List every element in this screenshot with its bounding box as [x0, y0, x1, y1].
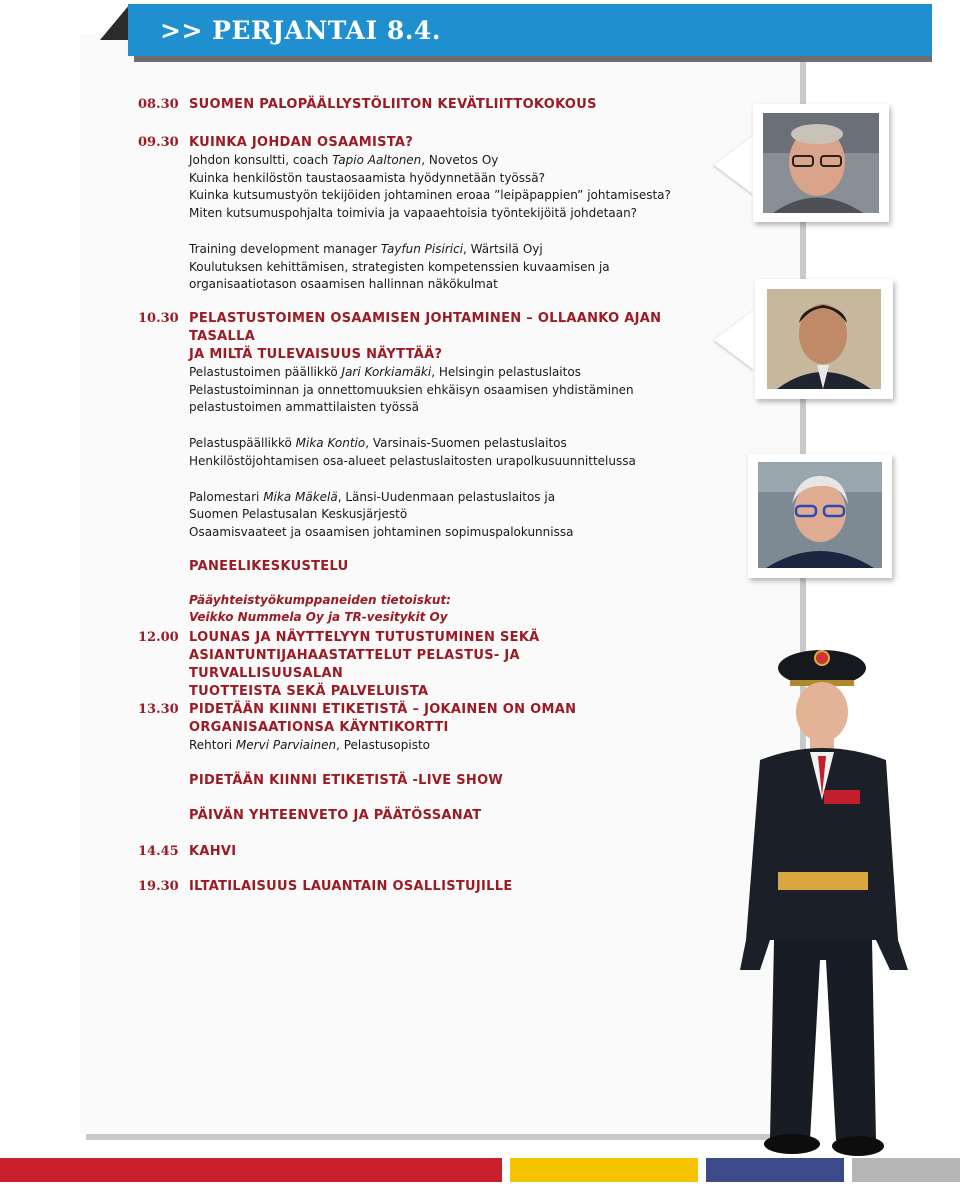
- item-title: LOUNAS JA NÄYTTELYYN TUTUSTUMINEN SEKÄ ASIANTUNTIJAHAASTATTELUT PELASTUS- JA TURVALLISUUSALAN TUOTTEISTA SEKÄ PALVELUISTA: [189, 630, 540, 699]
- description-line: Pelastustoiminnan ja onnettomuuksien ehkäisyn osaamisen yhdistäminen: [189, 382, 634, 397]
- item-title: SUOMEN PALOPÄÄLLYSTÖLIITON KEVÄTLIITTOKOKOUS: [189, 97, 597, 112]
- stripe-gray: [852, 1158, 960, 1182]
- show-title: PIDETÄÄN KIINNI ETIKETISTÄ -LIVE SHOW: [189, 772, 504, 788]
- speaker-photo-3: [748, 454, 892, 578]
- speaker-line: Pelastuspäällikkö Mika Kontio, Varsinais-Suomen pelastuslaitos: [189, 436, 567, 451]
- item-time: 10.30: [138, 311, 179, 326]
- panel-title: PANEELIKESKUSTELU: [189, 558, 349, 574]
- item-time: 13.30: [138, 702, 179, 717]
- speaker-line: Johdon konsultti, coach Tapio Aaltonen, Novetos Oy: [189, 153, 499, 167]
- speaker-line: Training development manager Tayfun Pisirici, Wärtsilä Oyj: [189, 241, 543, 256]
- speaker-name: Mika Kontio: [295, 436, 366, 451]
- summary-title: PÄIVÄN YHTEENVETO JA PÄÄTÖSSANAT: [189, 807, 482, 823]
- speech-pointer: [714, 310, 754, 370]
- description-line: pelastustoimen ammattilaisten työssä: [189, 400, 419, 415]
- portrait-image: [753, 104, 889, 222]
- item-title: PELASTUSTOIMEN OSAAMISEN JOHTAMINEN – OLLAANKO AJAN TASALLA JA MILTÄ TULEVAISUUS NÄYTTÄÄ?: [189, 311, 662, 362]
- partners-heading: Pääyhteistyökumppaneiden tietoiskut:: [189, 592, 451, 607]
- speaker-name: Mervi Parviainen: [235, 738, 337, 752]
- speaker-name: Jari Korkiamäki: [341, 365, 432, 379]
- item-title: ILTATILAISUUS LAUANTAIN OSALLISTUJILLE: [189, 879, 513, 894]
- description-line: Suomen Pelastusalan Keskusjärjestö: [189, 507, 408, 522]
- item-title: KAHVI: [189, 844, 237, 859]
- item-time: 14.45: [138, 844, 179, 859]
- item-time: 19.30: [138, 879, 179, 894]
- item-time: 09.30: [138, 135, 179, 150]
- header-corner: [100, 4, 130, 40]
- item-title: KUINKA JOHDAN OSAAMISTA?: [189, 135, 414, 150]
- stripe-navy: [706, 1158, 844, 1182]
- speaker-name: Tapio Aaltonen: [332, 153, 422, 167]
- portrait-image: [748, 454, 892, 578]
- speech-pointer: [714, 135, 754, 195]
- stripe-yellow: [510, 1158, 698, 1182]
- speaker-name: Mika Mäkelä: [263, 489, 338, 504]
- speaker-line: Palomestari Mika Mäkelä, Länsi-Uudenmaan pelastuslaitos ja: [189, 489, 556, 504]
- description-line: organisaatiotason osaamisen hallinnan näkökulmat: [189, 277, 498, 292]
- speaker-photo-1: [753, 104, 889, 222]
- item-time: 12.00: [138, 630, 179, 645]
- day-header: [128, 4, 932, 56]
- description-line: Henkilöstöjohtamisen osa-alueet pelastuslaitosten urapolkusuunnittelussa: [189, 453, 636, 468]
- item-title: PIDETÄÄN KIINNI ETIKETISTÄ – JOKAINEN ON OMAN ORGANISAATIONSA KÄYNTIKORTTI: [189, 702, 577, 735]
- officer-photo: [740, 640, 920, 1196]
- description-line: Koulutuksen kehittämisen, strategisten kompetenssien kuvaamisen ja: [189, 259, 610, 274]
- portrait-image: [755, 279, 893, 399]
- speaker-line: Pelastustoimen päällikkö Jari Korkiamäki, Helsingin pelastuslaitos: [189, 365, 581, 379]
- speaker-line: Rehtori Mervi Parviainen, Pelastusopisto: [189, 738, 431, 752]
- description-line: Osaamisvaateet ja osaamisen johtaminen sopimuspalokunnissa: [189, 524, 574, 539]
- question-line: Miten kutsumuspohjalta toimivia ja vapaaehtoisia työntekijöitä johdetaan?: [189, 206, 638, 221]
- speaker-name: Tayfun Pisirici: [380, 241, 464, 256]
- question-line: Kuinka henkilöstön taustaosaamista hyödynnetään työssä?: [189, 170, 545, 185]
- speaker-photo-2: [755, 279, 893, 399]
- question-line: Kuinka kutsumustyön tekijöiden johtaminen eroaa ”leipäpappien” johtamisesta?: [189, 188, 671, 203]
- day-title: >> PERJANTAI 8.4.: [160, 15, 442, 45]
- item-time: 08.30: [138, 97, 179, 112]
- stripe-red: [0, 1158, 502, 1182]
- partners-names: Veikko Nummela Oy ja TR-vesitykit Oy: [189, 610, 448, 625]
